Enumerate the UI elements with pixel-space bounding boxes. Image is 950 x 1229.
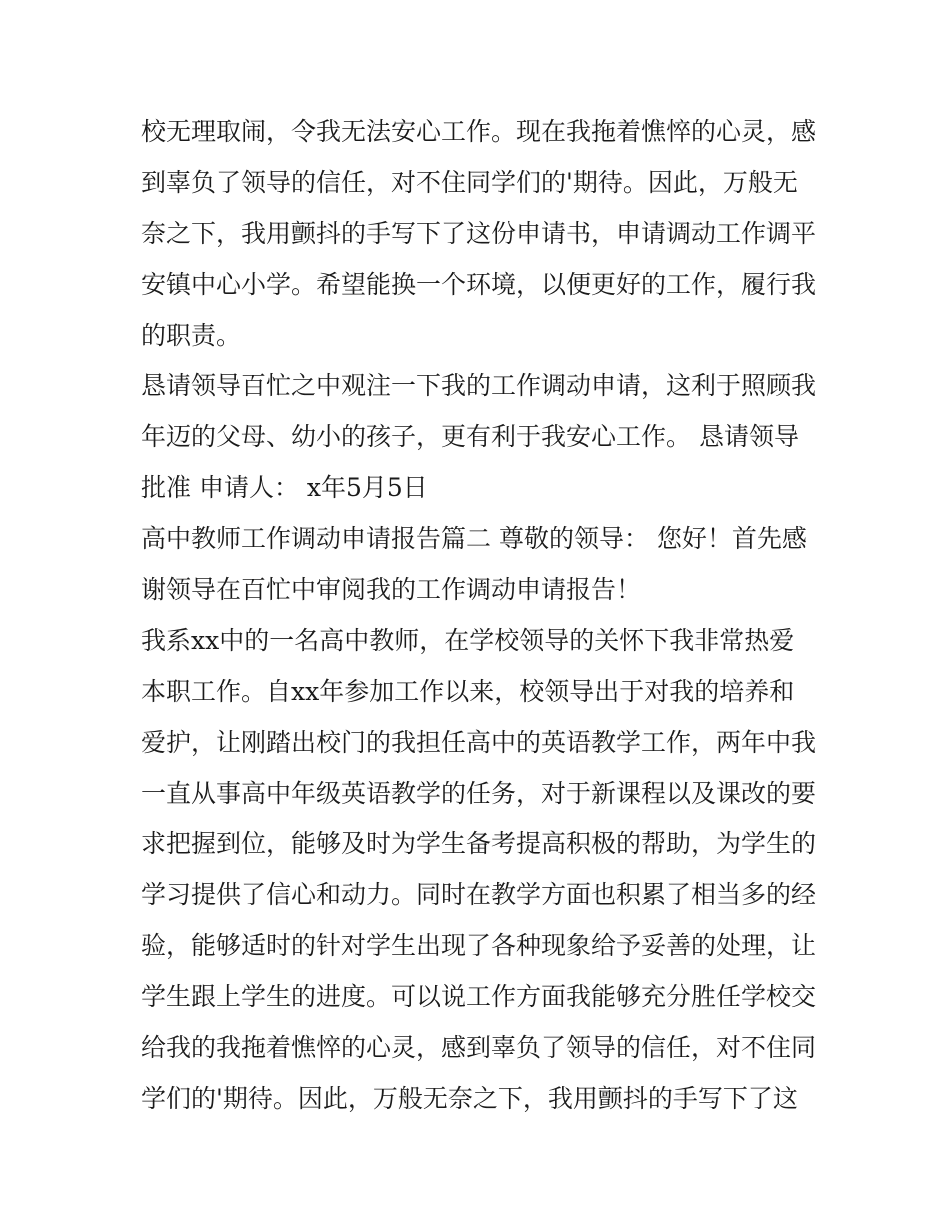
text-line: 一直从事高中年级英语教学的任务，对于新课程以及课改的要: [141, 778, 817, 808]
text-line: 高中教师工作调动申请报告篇二 尊敬的领导： 您好！首先感: [141, 524, 807, 554]
text-line: 本职工作。自xx年参加工作以来，校领导出于对我的培养和: [141, 676, 795, 706]
text-line: 的职责。: [141, 320, 242, 350]
text-line: 验，能够适时的针对学生出现了各种现象给予妥善的处理，让: [141, 931, 817, 961]
text-line: 到辜负了领导的信任，对不住同学们的'期待。因此，万般无: [141, 167, 798, 197]
text-line: 学们的'期待。因此，万般无奈之下，我用颤抖的手写下了这: [141, 1083, 798, 1113]
text-line: 安镇中心小学。希望能换一个环境，以便更好的工作，履行我: [141, 269, 817, 299]
text-line: 校无理取闹，令我无法安心工作。现在我拖着憔悴的心灵，感: [141, 117, 817, 146]
text-line: 爱护，让刚踏出校门的我担任高中的英语教学工作，两年中我: [141, 727, 817, 757]
text-line: 我系xx中的一名高中教师，在学校领导的关怀下我非常热爱: [141, 625, 795, 655]
text-line: 给我的我拖着憔悴的心灵，感到辜负了领导的信任，对不住同: [141, 1033, 817, 1063]
text-line: 学习提供了信心和动力。同时在教学方面也积累了相当多的经: [141, 880, 817, 910]
text-line: 恳请领导百忙之中观注一下我的工作调动申请，这利于照顾我: [141, 371, 817, 401]
text-line: 奈之下，我用颤抖的手写下了这份申请书，申请调动工作调平: [141, 218, 817, 248]
text-line: 谢领导在百忙中审阅我的工作调动申请报告！: [141, 575, 642, 605]
text-line: 学生跟上学生的进度。可以说工作方面我能够充分胜任学校交: [141, 982, 817, 1012]
text-line: 年迈的父母、幼小的孩子，更有利于我安心工作。 恳请领导: [141, 422, 799, 452]
text-line: 求把握到位，能够及时为学生备考提高积极的帮助，为学生的: [141, 829, 817, 859]
document-body: [141, 107, 821, 1125]
text-line: 批准 申请人： x年5月5日: [141, 473, 428, 503]
